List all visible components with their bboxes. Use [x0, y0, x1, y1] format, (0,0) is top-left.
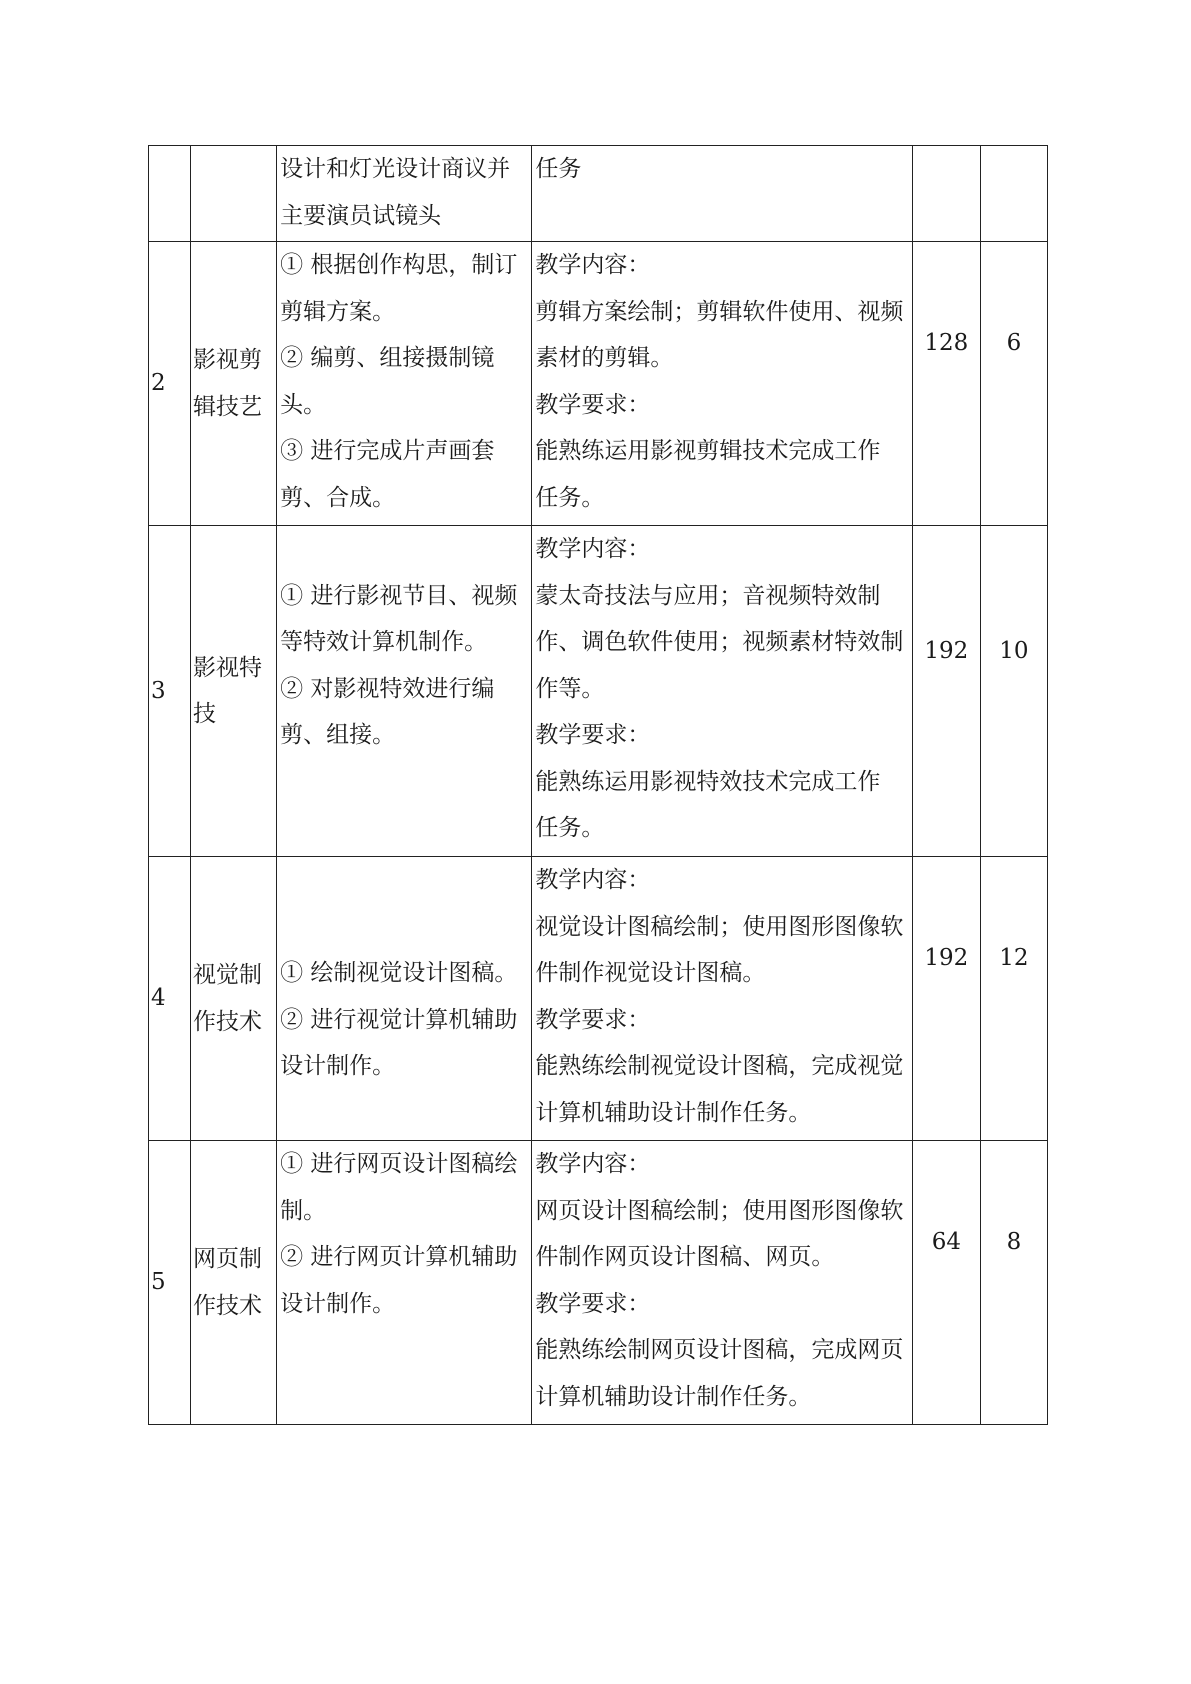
task-line: ① 根据创作构思，制订 [280, 252, 518, 278]
cell-content [532, 146, 912, 242]
content-line: 件制作网页设计图稿、网页。 [535, 1244, 835, 1270]
content-line: 能熟练绘制视觉设计图稿，完成视觉 [535, 1053, 904, 1079]
task-line: 主要演员试镜头 [280, 202, 442, 229]
course-name: 影视特技 [193, 654, 263, 727]
cell-name [191, 857, 277, 1141]
content-line: 能熟练运用影视特效技术完成工作 [535, 768, 881, 795]
content-line: 作、调色软件使用；视频素材特效制 [535, 629, 904, 655]
cell-name [191, 146, 277, 242]
content-line: 教学要求： [535, 391, 651, 418]
task-line: ③ 进行完成片声画套 [280, 438, 495, 464]
content-line: 计算机辅助设计制作任务。 [535, 1099, 812, 1126]
course-name: 影视剪辑技艺 [193, 347, 263, 420]
course-name: 视觉制作技术 [193, 962, 263, 1035]
content-line: 件制作视觉设计图稿。 [535, 960, 766, 986]
task-line: 等特效计算机制作。 [280, 629, 488, 655]
task-line: ② 进行视觉计算机辅助 [280, 1006, 518, 1033]
task-line: ② 对影视特效进行编 [280, 675, 495, 702]
cell-no [149, 242, 191, 526]
cell-name [191, 526, 277, 857]
cell-task [277, 1141, 532, 1425]
content-line: 网页设计图稿绘制；使用图形图像软 [535, 1197, 904, 1224]
cell-task [277, 242, 532, 526]
table-row [149, 526, 1048, 857]
hours-value: 192 [924, 637, 969, 664]
task-line: 设计制作。 [280, 1053, 396, 1079]
cell-content [532, 857, 912, 1141]
cell-task [277, 526, 532, 857]
content-line: 教学内容： [535, 1151, 651, 1177]
cell-no [149, 146, 191, 242]
cell-weeks [980, 1141, 1047, 1425]
cell-name [191, 1141, 277, 1425]
cell-hours [912, 146, 980, 242]
content-line: 教学要求： [535, 1006, 651, 1033]
cell-weeks [980, 857, 1047, 1141]
hours-value: 128 [924, 330, 969, 357]
cell-name [191, 242, 277, 526]
task-line: ① 绘制视觉设计图稿。 [280, 960, 518, 986]
hours-value: 192 [924, 945, 969, 972]
content-line: 作等。 [535, 675, 605, 702]
content-line: 剪辑方案绘制；剪辑软件使用、视频 [535, 298, 904, 325]
task-line: 设计和灯光设计商议并 [280, 156, 511, 182]
content-line: 计算机辅助设计制作任务。 [535, 1383, 812, 1410]
cell-hours [912, 526, 980, 857]
content-line: 蒙太奇技法与应用；音视频特效制 [535, 582, 881, 609]
weeks-value: 12 [999, 945, 1029, 972]
weeks-value: 8 [1006, 1229, 1022, 1256]
row-number: 4 [151, 985, 166, 1012]
cell-no [149, 526, 191, 857]
content-line: 教学内容： [535, 867, 651, 893]
content-line: 教学内容： [535, 536, 651, 562]
hours-value: 64 [931, 1229, 961, 1256]
content-line: 任务。 [535, 815, 605, 841]
content-line: 能熟练运用影视剪辑技术完成工作 [535, 438, 881, 464]
cell-weeks [980, 146, 1047, 242]
content-line: 视觉设计图稿绘制；使用图形图像软 [535, 913, 904, 940]
cell-hours [912, 242, 980, 526]
cell-content [532, 242, 912, 526]
task-line: 剪、合成。 [280, 484, 396, 511]
weeks-value: 10 [999, 637, 1029, 664]
row-number: 3 [151, 677, 166, 704]
row-number: 2 [151, 370, 166, 397]
content-line: 能熟练绘制网页设计图稿，完成网页 [535, 1337, 904, 1363]
cell-task [277, 146, 532, 242]
content-line: 素材的剪辑。 [535, 345, 674, 371]
cell-task [277, 857, 532, 1141]
task-line: 剪辑方案。 [280, 298, 396, 325]
table-row [149, 857, 1048, 1141]
table-row-continuation [149, 146, 1048, 242]
cell-weeks [980, 526, 1047, 857]
task-line: ① 进行影视节目、视频 [280, 582, 518, 609]
table-row [149, 1141, 1048, 1425]
task-line: ② 编剪、组接摄制镜头。 [280, 345, 495, 418]
cell-weeks [980, 242, 1047, 526]
cell-content [532, 526, 912, 857]
content-line: 教学要求： [535, 1290, 651, 1317]
course-table [148, 145, 1048, 1425]
course-name: 网页制作技术 [193, 1246, 263, 1319]
content-line: 任务 [535, 156, 582, 182]
content-line: 任务。 [535, 484, 605, 511]
table-row [149, 242, 1048, 526]
weeks-value: 6 [1006, 330, 1022, 357]
cell-hours [912, 857, 980, 1141]
content-line: 教学内容： [535, 252, 651, 278]
row-number: 5 [151, 1269, 166, 1296]
content-line: 教学要求： [535, 722, 651, 748]
cell-no [149, 857, 191, 1141]
cell-hours [912, 1141, 980, 1425]
task-line: ② 进行网页计算机辅助 [280, 1244, 518, 1270]
cell-content [532, 1141, 912, 1425]
cell-no [149, 1141, 191, 1425]
task-line: 剪、组接。 [280, 722, 396, 748]
task-line: ① 进行网页设计图稿绘 [280, 1151, 518, 1177]
task-line: 设计制作。 [280, 1290, 396, 1317]
task-line: 制。 [280, 1197, 327, 1224]
